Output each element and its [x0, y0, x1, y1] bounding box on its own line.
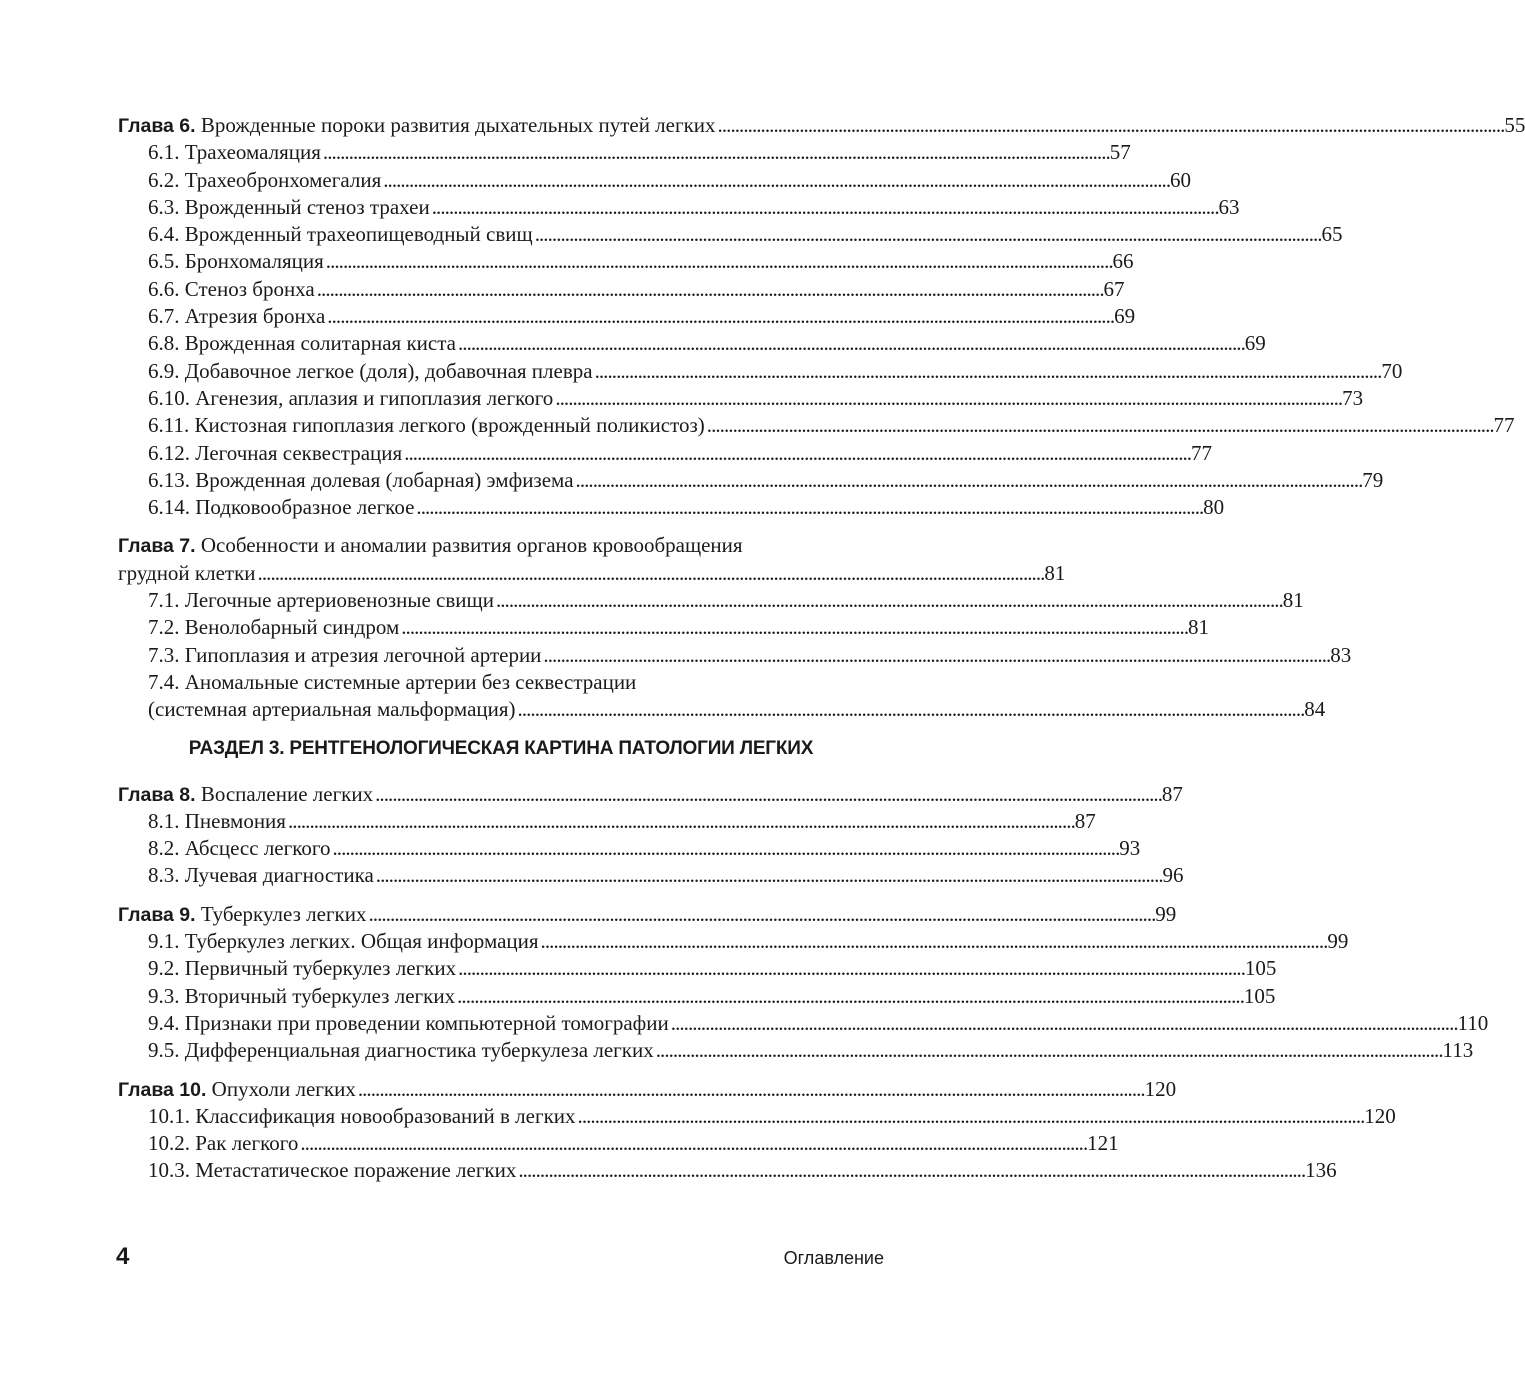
dot-leader [716, 112, 1505, 139]
dot-leader [373, 781, 1162, 808]
toc-chapter-heading-line2[interactable] [118, 560, 1066, 587]
toc-entry[interactable] [118, 385, 1364, 412]
dot-leader [494, 587, 1283, 614]
toc-chapter-6 [118, 112, 1525, 521]
page-ref: 60 [1170, 167, 1191, 192]
page-ref: 65 [1321, 222, 1343, 247]
page-ref: 77 [1493, 413, 1515, 438]
page-ref: 99 [1327, 929, 1349, 954]
toc-entry-line2[interactable] [118, 696, 1326, 723]
page-ref: 99 [1155, 901, 1177, 926]
dot-leader [516, 696, 1305, 723]
entry-title: 7.2. Венолобарный синдром [148, 615, 400, 640]
entry-title: 9.2. Первичный туберкулез легких [148, 956, 457, 981]
page-number: 4 [116, 1243, 130, 1270]
entry-title: 6.2. Трахеобронхомегалия [148, 167, 382, 192]
page-ref: 57 [1109, 140, 1131, 165]
page-ref: 79 [1362, 467, 1384, 492]
toc-chapter-heading[interactable] [118, 1076, 1177, 1103]
toc-entry[interactable] [118, 835, 1141, 862]
page-ref: 105 [1243, 983, 1276, 1008]
entry-title: 6.12. Легочная секвестрация [148, 440, 403, 465]
dot-leader [315, 276, 1104, 303]
toc-entry[interactable] [118, 587, 1304, 614]
dot-leader [374, 862, 1163, 889]
page-ref: 80 [1203, 495, 1225, 520]
toc-entry[interactable] [118, 167, 1191, 194]
toc-entry[interactable] [118, 1103, 1396, 1130]
dot-leader [381, 167, 1170, 194]
toc-chapter-heading[interactable] [118, 112, 1525, 139]
page-ref: 81 [1188, 615, 1209, 640]
chapter-title-continued: грудной клетки [118, 560, 256, 585]
entry-title: 9.5. Дифференциальная диагностика туберкулеза легких [148, 1038, 654, 1063]
page-ref: 96 [1162, 863, 1184, 888]
dot-leader [286, 808, 1075, 835]
entry-title: 6.13. Врожденная долевая (лобарная) эмфизема [148, 467, 574, 492]
page-ref: 113 [1442, 1038, 1474, 1063]
entry-title: 6.5. Бронхомаляция [148, 249, 324, 274]
dot-leader [539, 928, 1328, 955]
toc-entry[interactable] [118, 614, 1209, 641]
page-ref: 81 [1282, 588, 1304, 613]
table-of-contents [118, 112, 1525, 1196]
dot-leader [533, 221, 1322, 248]
entry-title: 10.1. Классификация новообразований в легких [148, 1103, 576, 1128]
page-ref: 66 [1112, 249, 1134, 274]
page-ref: 81 [1044, 560, 1066, 585]
toc-entry[interactable] [118, 303, 1136, 330]
entry-title: 7.4. Аномальные системные артерии без секвестрации [148, 669, 637, 694]
chapter-title: Врожденные пороки развития дыхательных путей легких [200, 113, 716, 137]
dot-leader [574, 467, 1363, 494]
entry-title: 9.4. Признаки при проведении компьютерной томографии [148, 1010, 669, 1035]
chapter-label: Глава 7. [118, 535, 196, 558]
chapter-label: Глава 10. [118, 1078, 207, 1101]
page-ref: 87 [1074, 808, 1096, 833]
toc-entry[interactable] [118, 412, 1515, 439]
entry-title: 7.1. Легочные артериовенозные свищи [148, 588, 494, 613]
dot-leader [256, 560, 1045, 587]
entry-title: 6.8. Врожденная солитарная киста [148, 331, 456, 356]
toc-chapter-heading[interactable] [118, 781, 1183, 808]
toc-entry[interactable] [118, 1010, 1489, 1037]
entry-title: 8.1. Пневмония [148, 808, 286, 833]
dot-leader [654, 1037, 1443, 1064]
entry-title: 6.10. Агенезия, аплазия и гипоплазия легкого [148, 385, 554, 410]
dot-leader [330, 835, 1119, 862]
chapter-label: Глава 8. [118, 783, 196, 806]
page-ref: 73 [1342, 385, 1364, 410]
entry-title: 9.1. Туберкулез легких. Общая информация [148, 929, 539, 954]
dot-leader [456, 330, 1245, 357]
entry-title: 8.2. Абсцесс легкого [148, 836, 331, 861]
toc-entry[interactable] [118, 276, 1125, 303]
entry-title: 6.9. Добавочное легкое (доля), добавочная плевра [148, 358, 593, 383]
page-ref: 83 [1330, 642, 1352, 667]
toc-entry[interactable] [118, 1037, 1474, 1064]
toc-entry[interactable] [118, 808, 1096, 835]
dot-leader [516, 1157, 1305, 1184]
dot-leader [402, 440, 1191, 467]
page-ref: 69 [1114, 304, 1136, 329]
chapter-label: Глава 9. [118, 903, 196, 926]
toc-entry[interactable] [118, 248, 1134, 275]
dot-leader [576, 1103, 1365, 1130]
entry-title: 6.4. Врожденный трахеопищеводный свищ [148, 222, 533, 247]
page-ref: 69 [1244, 331, 1266, 356]
entry-title: 7.3. Гипоплазия и атрезия легочной артерии [148, 642, 542, 667]
entry-title: 6.11. Кистозная гипоплазия легкого (врожденный поликистоз) [148, 413, 705, 438]
entry-title: 10.3. Метастатическое поражение легких [148, 1158, 517, 1183]
dot-leader [593, 358, 1382, 385]
toc-entry[interactable] [118, 440, 1212, 467]
entry-title: 6.7. Атрезия бронха [148, 304, 326, 329]
dot-leader [324, 248, 1113, 275]
chapter-title: Опухоли легких [211, 1076, 356, 1101]
page-ref: 110 [1457, 1010, 1489, 1035]
dot-leader [298, 1130, 1087, 1157]
toc-entry[interactable] [118, 642, 1352, 669]
entry-title: 6.6. Стеноз бронха [148, 276, 315, 301]
toc-entry[interactable] [118, 1130, 1119, 1157]
toc-entry[interactable] [118, 139, 1131, 166]
toc-entry[interactable] [118, 330, 1266, 357]
toc-entry[interactable] [118, 928, 1349, 955]
page-ref: 120 [1364, 1103, 1396, 1128]
toc-entry-line1[interactable] [118, 669, 884, 696]
toc-entry[interactable] [118, 1157, 1337, 1184]
page-ref: 105 [1244, 956, 1277, 981]
entry-title: 10.2. Рак легкого [148, 1131, 299, 1156]
entry-title: 9.3. Вторичный туберкулез легких [148, 983, 456, 1008]
entry-title: 6.3. Врожденный стеноз трахеи [148, 194, 430, 219]
page-ref: 87 [1161, 781, 1183, 806]
page-ref: 63 [1218, 194, 1240, 219]
toc-chapter-8 [118, 781, 1184, 890]
toc-chapter-10 [118, 1076, 1396, 1185]
toc-chapter-7 [118, 532, 1352, 723]
dot-leader [430, 194, 1219, 221]
chapter-title: Особенности и аномалии развития органов кровообращения [200, 533, 743, 558]
entry-title-continued: (системная артериальная мальформация) [148, 697, 516, 722]
page-ref: 136 [1305, 1158, 1337, 1183]
dot-leader [367, 901, 1156, 928]
toc-chapter-heading-line1[interactable] [118, 532, 884, 559]
page-ref: 120 [1144, 1076, 1177, 1101]
dot-leader [356, 1076, 1145, 1103]
dot-leader [325, 303, 1114, 330]
page-ref: 55 [1504, 113, 1525, 137]
dot-leader [705, 412, 1494, 439]
entry-title: 6.14. Подковообразное легкое [148, 495, 415, 520]
toc-entry[interactable] [118, 494, 1225, 521]
page-ref: 67 [1103, 276, 1125, 301]
dot-leader [553, 385, 1342, 412]
dot-leader [321, 139, 1110, 166]
dot-leader [456, 955, 1245, 982]
toc-entry[interactable] [118, 467, 1384, 494]
chapter-title: Воспаление легких [200, 781, 374, 806]
chapter-title: Туберкулез легких [200, 901, 367, 926]
toc-entry[interactable] [118, 955, 1277, 982]
dot-leader [414, 494, 1203, 521]
running-title: Оглавление [783, 1248, 884, 1268]
page-ref: 93 [1119, 836, 1141, 861]
page-ref: 77 [1190, 440, 1212, 465]
dot-leader [669, 1010, 1458, 1037]
section-heading[interactable]: РАЗДЕЛ 3. РЕНТГЕНОЛОГИЧЕСКАЯ КАРТИНА ПАТОЛОГИИ ЛЕГКИХ [188, 737, 814, 759]
toc-chapter-heading[interactable] [118, 901, 1177, 928]
page-ref: 70 [1381, 358, 1403, 383]
page-ref: 121 [1087, 1131, 1119, 1156]
dot-leader [455, 983, 1244, 1010]
toc-entry[interactable] [118, 194, 1240, 221]
page-ref: 84 [1304, 697, 1326, 722]
toc-entry[interactable] [118, 983, 1276, 1010]
toc-entry[interactable] [118, 221, 1343, 248]
dot-leader [399, 614, 1188, 641]
dot-leader [541, 642, 1330, 669]
toc-entry[interactable] [118, 862, 1184, 889]
entry-title: 8.3. Лучевая диагностика [148, 863, 374, 888]
entry-title: 6.1. Трахеомаляция [148, 140, 321, 165]
toc-entry[interactable] [118, 358, 1403, 385]
toc-chapter-9 [118, 901, 1489, 1065]
chapter-label: Глава 6. [118, 115, 196, 137]
